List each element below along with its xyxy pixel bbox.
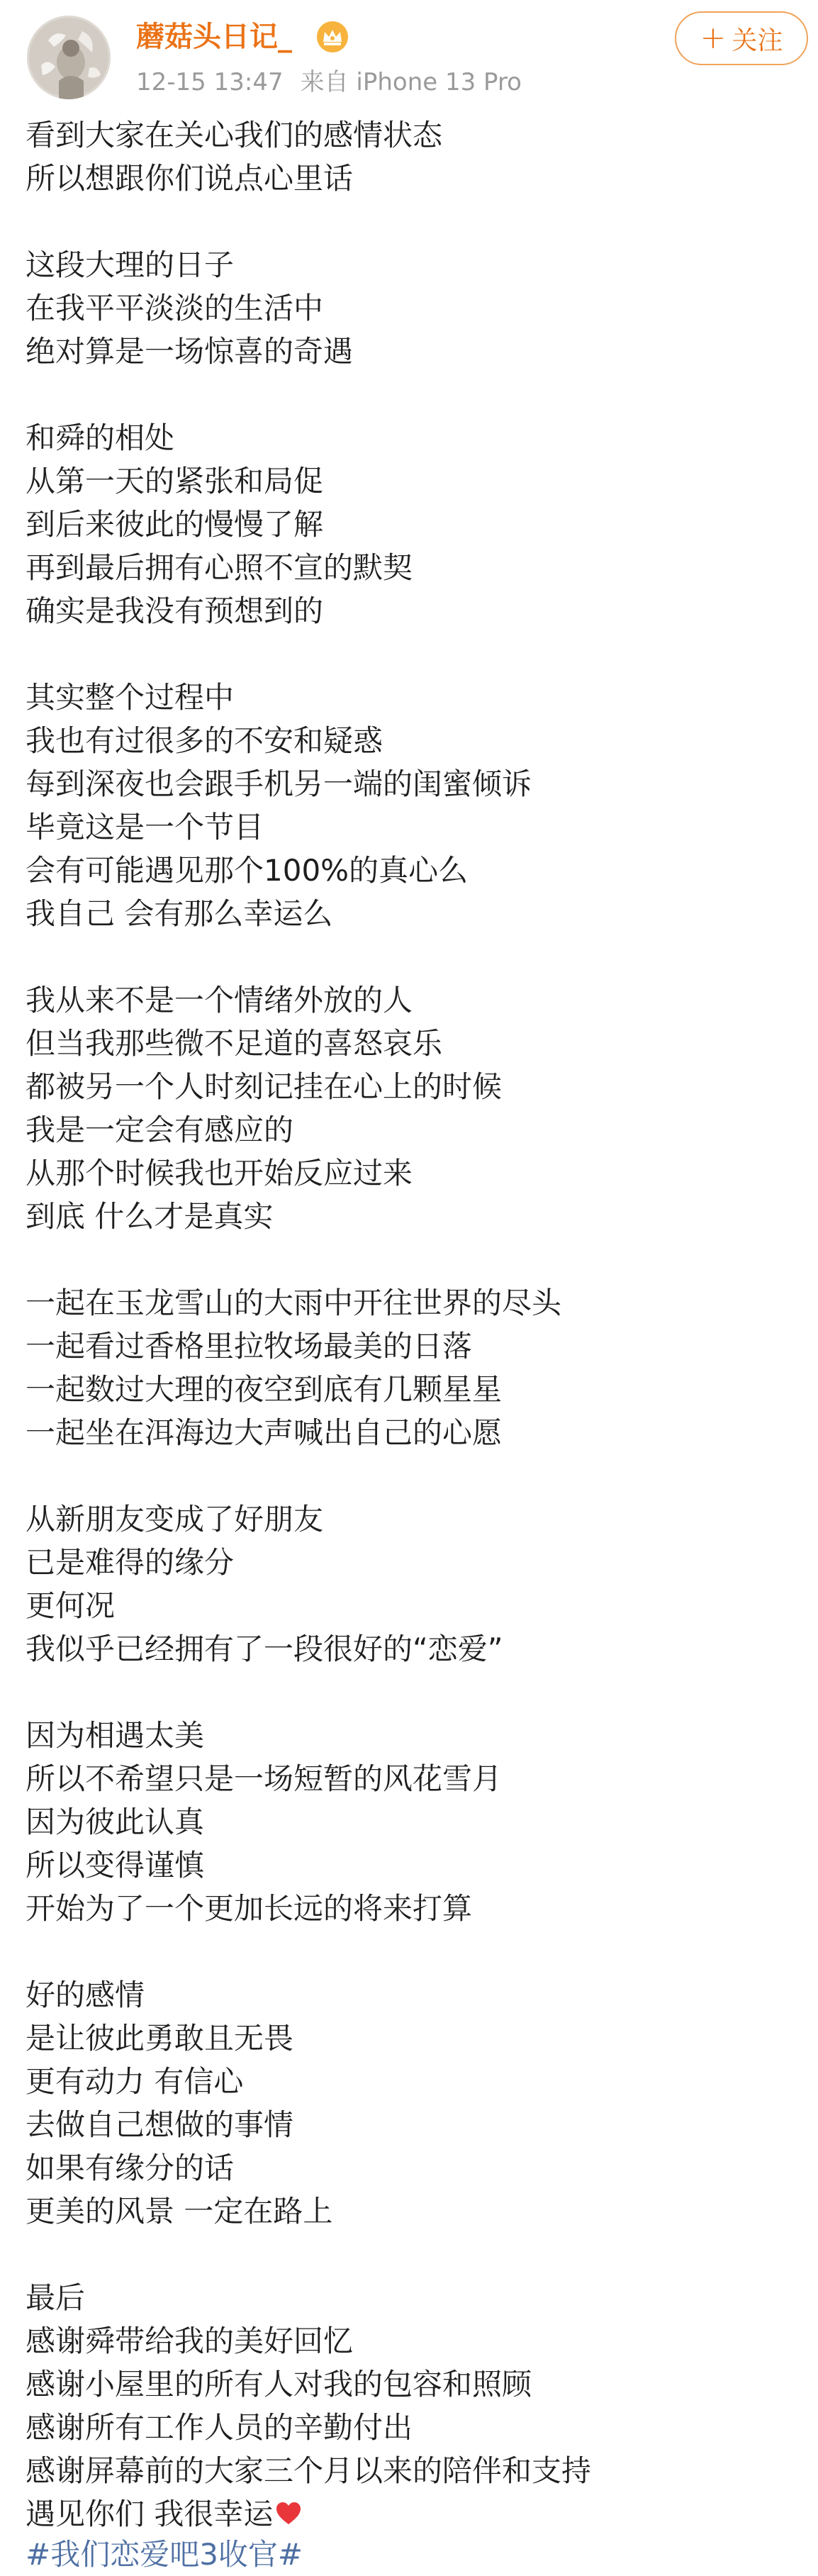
post-line: 再到最后拥有心照不宣的默契 [26, 550, 413, 585]
blank-line [26, 632, 798, 676]
author-name[interactable]: 蘑菇头日记_ [136, 21, 292, 53]
avatar-image [27, 16, 111, 99]
post-line: 在我平平淡淡的生活中 [26, 291, 324, 325]
post-source: 来自 iPhone 13 Pro [300, 68, 522, 96]
post-line: 更有动力 有信心 [26, 2064, 244, 2099]
post-line: 这段大理的日子 [26, 247, 235, 282]
post-meta [136, 65, 522, 99]
post-line: 我也有过很多的不安和疑惑 [26, 723, 383, 758]
post-line: 更美的风景 一定在路上 [26, 2194, 333, 2229]
post-line: 和舜的相处 [26, 420, 175, 455]
post-line: 都被另一个人时刻记挂在心上的时候 [26, 1069, 503, 1104]
hashtag-link[interactable]: #我们恋爱吧3收官# [26, 2537, 303, 2572]
post-line: 一起在玉龙雪山的大雨中开往世界的尽头 [26, 1286, 562, 1320]
blank-line [26, 373, 798, 416]
post-line: 感谢屏幕前的大家三个月以来的陪伴和支持 [26, 2453, 592, 2488]
post-line: 我从来不是一个情绪外放的人 [26, 983, 413, 1017]
blank-line [26, 2233, 798, 2276]
post-body [26, 113, 798, 2536]
blank-line [26, 1671, 798, 1714]
post-line: 去做自己想做的事情 [26, 2107, 294, 2142]
post-line: 我是一定会有感应的 [26, 1113, 294, 1147]
post-line: 一起数过大理的夜空到底有几颗星星 [26, 1372, 503, 1407]
post-line: 会有可能遇见那个100%的真心么 [26, 853, 469, 888]
last-line-text: 遇见你们 我很幸运 [26, 2497, 274, 2531]
post-line: 其实整个过程中 [26, 680, 235, 715]
post-line: 因为相遇太美 [26, 1718, 205, 1753]
blank-line [26, 200, 798, 243]
post-line: 开始为了一个更加长远的将来打算 [26, 1891, 473, 1926]
post-line: 但当我那些微不足道的喜怒哀乐 [26, 1026, 443, 1061]
post-line: 从第一天的紧张和局促 [26, 464, 324, 498]
blank-line [26, 1238, 798, 1281]
post-line: 是让彼此勇敢且无畏 [26, 2021, 294, 2056]
blank-line [26, 1930, 798, 1973]
post-line: 确实是我没有预想到的 [26, 593, 324, 628]
post-line: 感谢所有工作人员的辛勤付出 [26, 2410, 413, 2445]
post-line: 我似乎已经拥有了一段很好的“恋爱” [26, 1632, 503, 1666]
post-line: 所以不希望只是一场短暂的风花雪月 [26, 1761, 503, 1796]
post-line: 我自己 会有那么幸运么 [26, 896, 333, 931]
blank-line [26, 1454, 798, 1498]
post-line: 好的感情 [26, 1978, 145, 2012]
follow-button-label: 关注 [732, 26, 783, 55]
post-line: 因为彼此认真 [26, 1805, 205, 1839]
post-line: 已是难得的缘分 [26, 1545, 235, 1580]
post-line: 从那个时候我也开始反应过来 [26, 1156, 413, 1191]
post-line: 看到大家在关心我们的感情状态 [26, 118, 443, 152]
post-time: 12-15 13:47 [136, 68, 284, 96]
post-line: 如果有缘分的话 [26, 2151, 235, 2185]
post-line: 所以变得谨慎 [26, 1848, 205, 1883]
post-line: 最后 [26, 2280, 86, 2315]
post-line: 绝对算是一场惊喜的奇遇 [26, 334, 354, 369]
post-last-line [26, 2492, 798, 2536]
follow-button[interactable] [675, 11, 808, 65]
red-heart-icon [274, 2499, 303, 2528]
post-header [0, 0, 818, 113]
post-line: 毕竟这是一个节目 [26, 810, 264, 844]
plus-icon: + [700, 20, 727, 56]
post-line: 从新朋友变成了好朋友 [26, 1502, 324, 1537]
post-line: 一起坐在洱海边大声喊出自己的心愿 [26, 1415, 503, 1450]
post-line: 感谢舜带给我的美好回忆 [26, 2324, 354, 2358]
post-line: 感谢小屋里的所有人对我的包容和照顾 [26, 2367, 532, 2402]
post-line: 每到深夜也会跟手机另一端的闺蜜倾诉 [26, 766, 532, 801]
post-line: 一起看过香格里拉牧场最美的日落 [26, 1329, 473, 1364]
blank-line [26, 935, 798, 978]
post-line: 所以想跟你们说点心里话 [26, 161, 354, 196]
avatar[interactable] [27, 16, 111, 99]
post-line: 到底 什么才是真实 [26, 1199, 274, 1234]
vip-crown-icon [315, 20, 349, 54]
post-line: 到后来彼此的慢慢了解 [26, 507, 324, 542]
post-line: 更何况 [26, 1588, 116, 1623]
